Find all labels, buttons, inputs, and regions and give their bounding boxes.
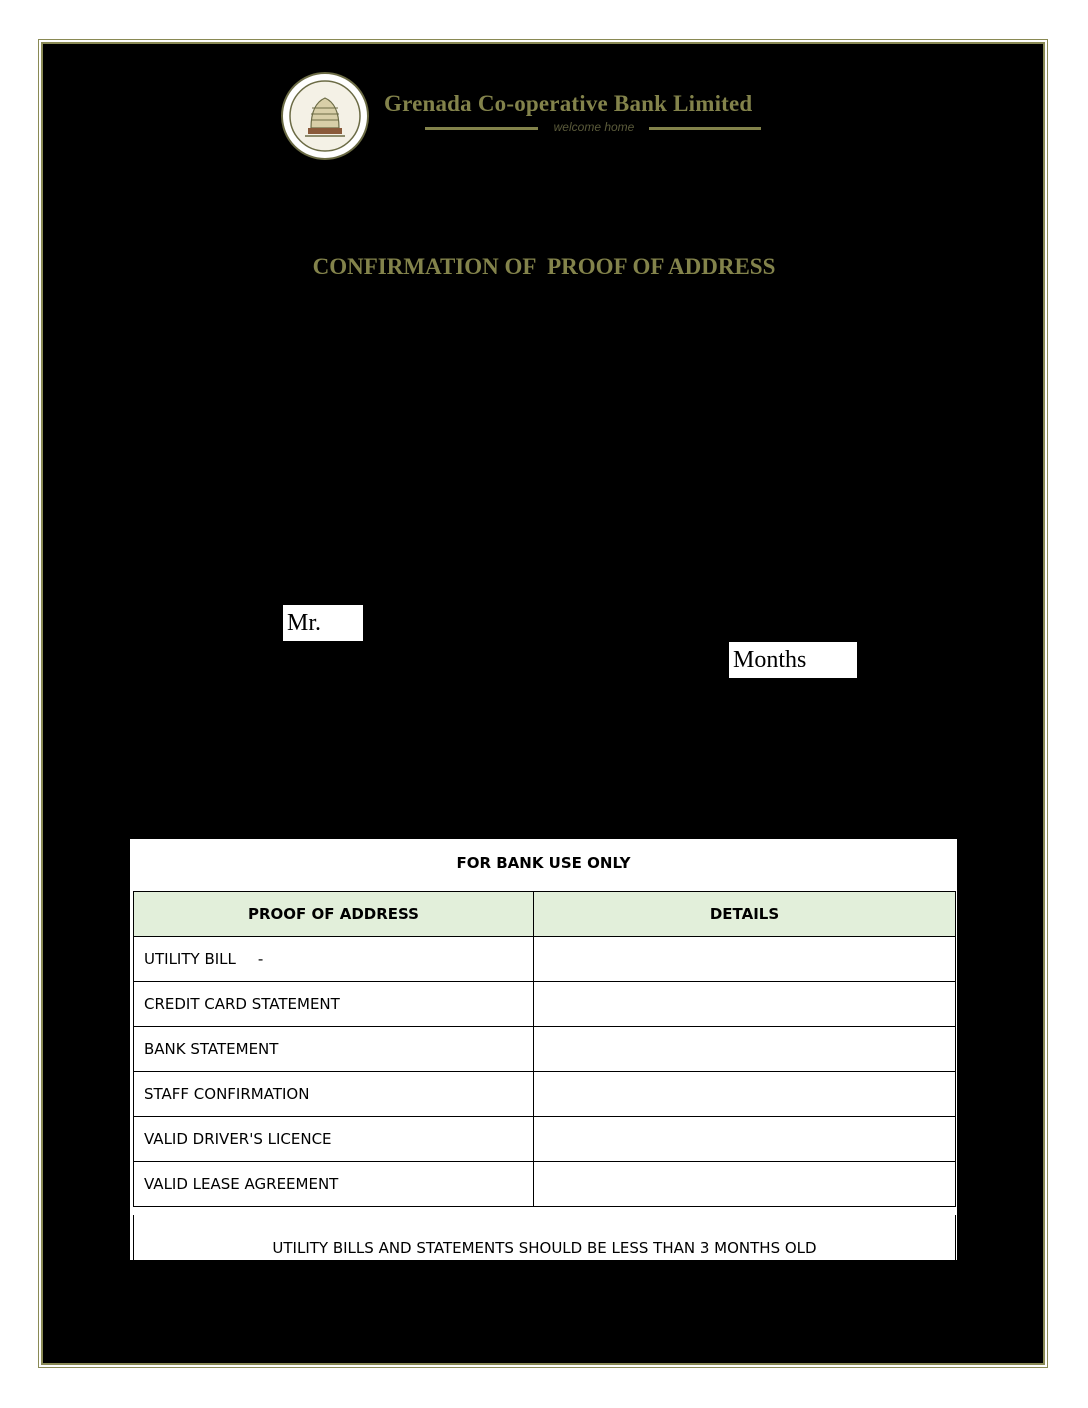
salutation-field[interactable]: Mr.	[283, 605, 363, 641]
row-label-utility-bill	[134, 937, 534, 982]
tagline-rule-right	[649, 127, 761, 130]
row-details-utility-bill[interactable]	[534, 937, 956, 982]
row-label-bank-statement: BANK STATEMENT	[134, 1027, 534, 1072]
duration-unit-field[interactable]: Months	[729, 642, 857, 678]
table-header-row	[134, 892, 956, 937]
tagline-rule-left	[425, 127, 538, 130]
table-row	[134, 1162, 956, 1207]
column-header-proof: PROOF OF ADDRESS	[134, 892, 534, 937]
table-row	[134, 982, 956, 1027]
table-row	[134, 937, 956, 982]
row-details-bank-statement[interactable]	[534, 1027, 956, 1072]
table-row	[134, 1117, 956, 1162]
bank-name: Grenada Co-operative Bank Limited	[384, 91, 753, 116]
bank-seal-logo	[281, 72, 369, 160]
row-details-drivers-licence[interactable]	[534, 1117, 956, 1162]
tagline-row	[425, 121, 761, 135]
statement-age-note: UTILITY BILLS AND STATEMENTS SHOULD BE LESS THAN 3 MONTHS OLD	[133, 1215, 956, 1260]
row-label-staff-confirmation: STAFF CONFIRMATION	[134, 1072, 534, 1117]
row-label-lease-agreement: VALID LEASE AGREEMENT	[134, 1162, 534, 1207]
row-label-extra: -	[257, 950, 264, 968]
column-header-details: DETAILS	[534, 892, 956, 937]
tagline: welcome home	[553, 120, 635, 134]
bank-use-section	[130, 839, 957, 1260]
proof-of-address-table	[133, 891, 956, 1207]
row-label-credit-card: CREDIT CARD STATEMENT	[134, 982, 534, 1027]
table-row	[134, 1072, 956, 1117]
row-details-staff-confirmation[interactable]	[534, 1072, 956, 1117]
bank-use-header: FOR BANK USE ONLY	[456, 854, 631, 872]
row-details-credit-card[interactable]	[534, 982, 956, 1027]
row-details-lease-agreement[interactable]	[534, 1162, 956, 1207]
table-row	[134, 1027, 956, 1072]
row-label-drivers-licence: VALID DRIVER'S LICENCE	[134, 1117, 534, 1162]
row-label-text: UTILITY BILL	[144, 950, 236, 968]
document-title: CONFIRMATION OF PROOF OF ADDRESS	[312, 254, 776, 279]
